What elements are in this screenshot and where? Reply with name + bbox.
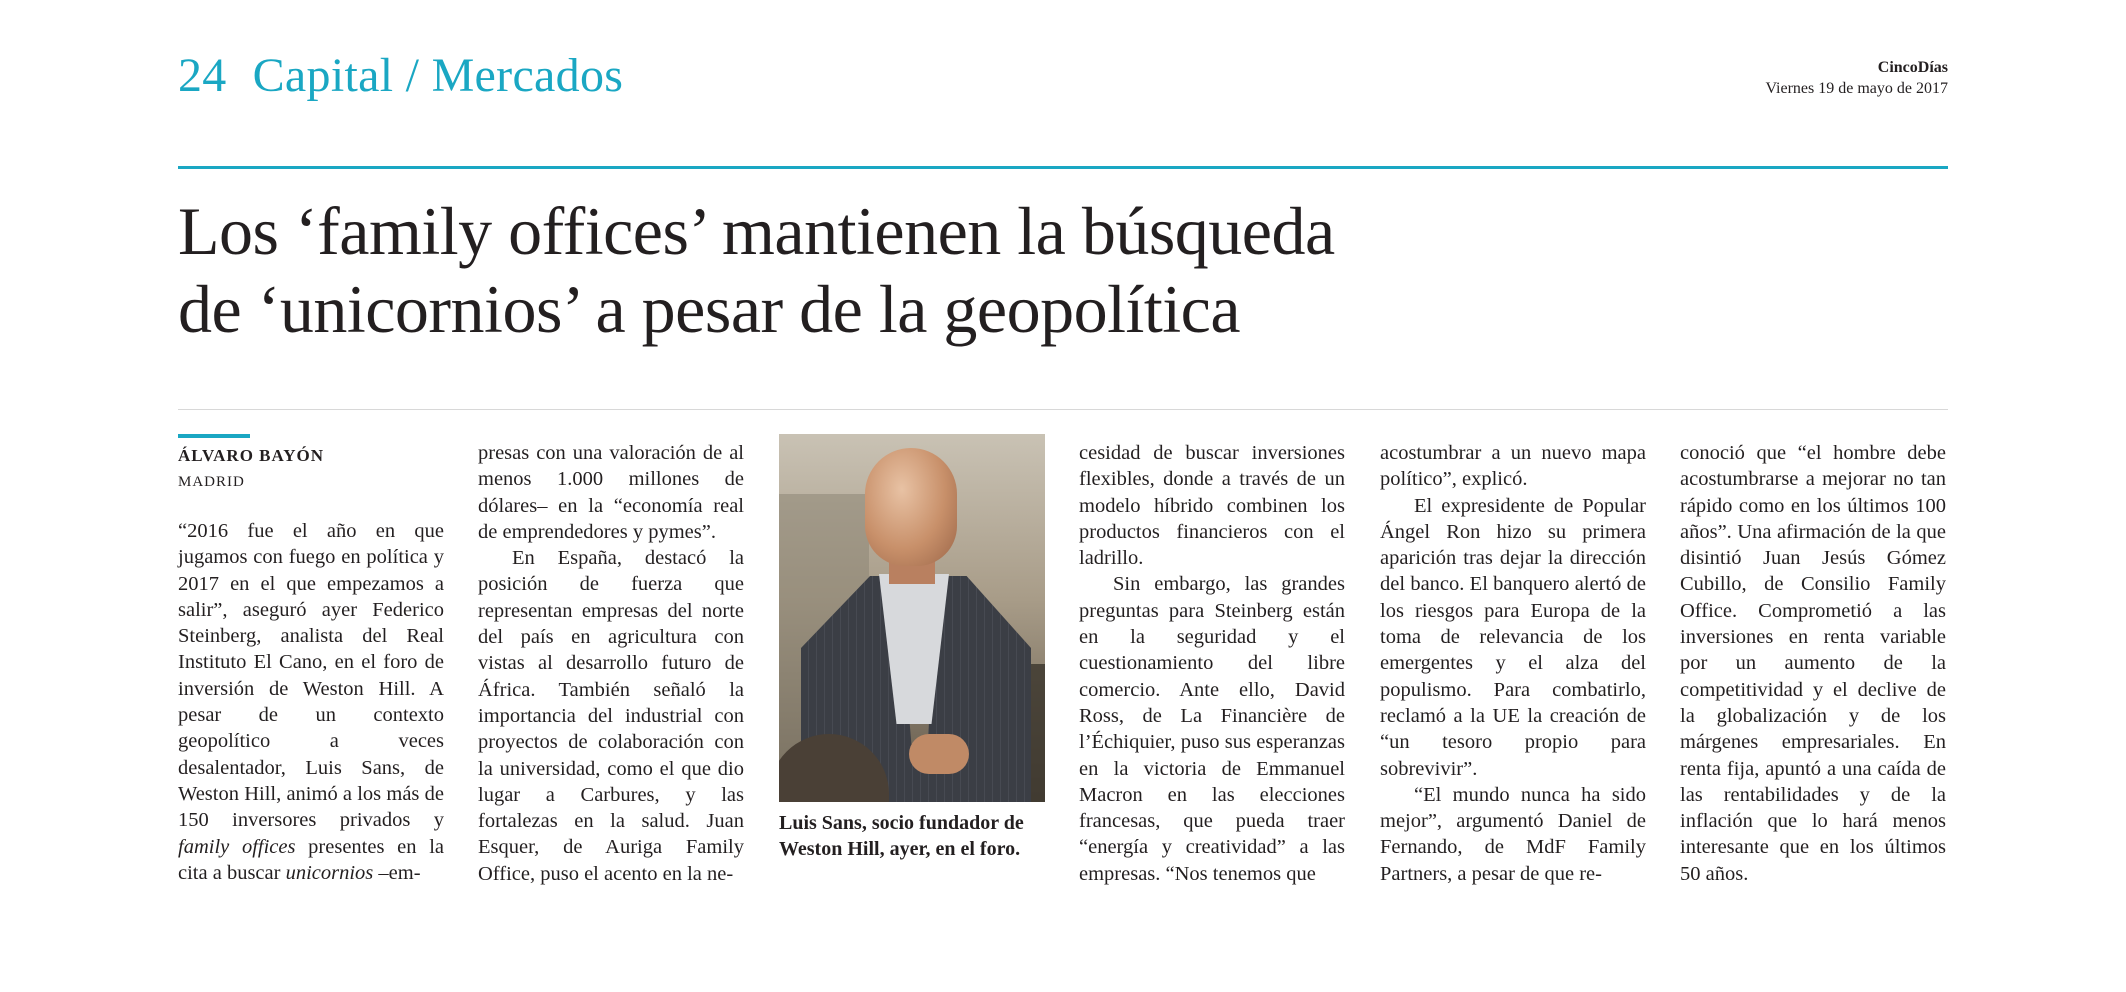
article-column-6 [1680, 440, 1946, 887]
byline-accent-bar [178, 434, 250, 438]
page-number: 24 [178, 49, 227, 102]
article-column-2 [478, 440, 744, 887]
author-name: ÁLVARO BAYÓN [178, 446, 324, 465]
article-column-5 [1380, 440, 1646, 887]
paragraph: acostumbrar a un nuevo mapa político”, explicó. [1380, 442, 1646, 491]
photo-caption: Luis Sans, socio fundador de Weston Hill, ayer, en el foro. [779, 812, 1024, 860]
paragraph: presas con una valoración de al menos 1.000 millones de dólares– en la “economía real de emprendedores y pymes”. [478, 442, 744, 543]
article-photo [779, 434, 1045, 802]
paragraph: cesidad de buscar inversiones flexibles, donde a través de un modelo híbrido combinen los productos financieros con el ladrillo. [1079, 442, 1345, 570]
masthead-info [1765, 58, 1948, 100]
headline-line-1: Los ‘family offices’ mantienen la búsqueda [178, 193, 1335, 269]
article-headline [178, 192, 1778, 348]
article-column-4 [1079, 440, 1345, 887]
section-title: Capital / Mercados [252, 49, 624, 102]
header-divider [178, 166, 1948, 169]
article-column-1 [178, 518, 444, 886]
headline-divider [178, 409, 1948, 410]
dateline-city: MADRID [178, 474, 245, 490]
paragraph: Sin embargo, las grandes preguntas para Steinberg están en la seguridad y el cuestionamiento del libre comercio. Ante ello, David Ross, de La Financière de l’Échiquier, puso sus esperanzas en la victoria de Emmanuel Macron en las elecciones francesas, que pueda traer “energía y creatividad” a las empresas. “Nos tenemos que [1079, 573, 1345, 885]
paragraph: “El mundo nunca ha sido mejor”, argumentó Daniel de Fernando, de MdF Family Partners, a pesar de que re- [1380, 783, 1646, 885]
issue-date: Viernes 19 de mayo de 2017 [1765, 80, 1948, 97]
paragraph: “2016 fue el año en que jugamos con fuego en política y 2017 en el que empezamos a salir”, aseguró ayer Federico Steinberg, analista del Real Instituto El Cano, en el foro de inversión de Weston Hill. A pesar de un contexto geopolítico a veces desalentador, Luis Sans, de Weston Hill, animó a los más de 150 inversores privados y family offices presentes en la cita a buscar unicornios –em- [178, 520, 444, 884]
paragraph: El expresidente de Popular Ángel Ron hizo su primera aparición tras dejar la dirección del banco. El banquero alertó de los riesgos para Europa de la toma de relevancia de los emergentes y el alza del populismo. Para combatirlo, reclamó a la UE la creación de “un tesoro propio para sobrevivir”. [1380, 494, 1646, 780]
paragraph: En España, destacó la posición de fuerza que representan empresas del norte del país en agricultura con vistas al desarrollo futuro de África. También señaló la importancia del industrial con proyectos de colaboración con la universidad, como el que dio lugar a Carbures, y las fortalezas en la salud. Juan Esquer, de Auriga Family Office, puso el acento en la ne- [478, 547, 744, 885]
page-header-section [178, 48, 623, 103]
paragraph: conoció que “el hombre debe acostumbrarse a mejorar no tan rápido como en los últimos 100 años”. Una afirmación de la que disintió Juan Jesús Gómez Cubillo, de Consilio Family Office. Comprometió a las inversiones en renta variable por un aumento de la competitividad y el declive de la globalización y de los márgenes empresariales. En renta fija, apuntó a una caída de las rentabilidades y de la inflación que lo hará menos interesante que en los últimos 50 años. [1680, 442, 1946, 885]
newspaper-brand: CincoDías [1877, 59, 1948, 76]
headline-line-2: de ‘unicornios’ a pesar de la geopolítica [178, 271, 1241, 347]
